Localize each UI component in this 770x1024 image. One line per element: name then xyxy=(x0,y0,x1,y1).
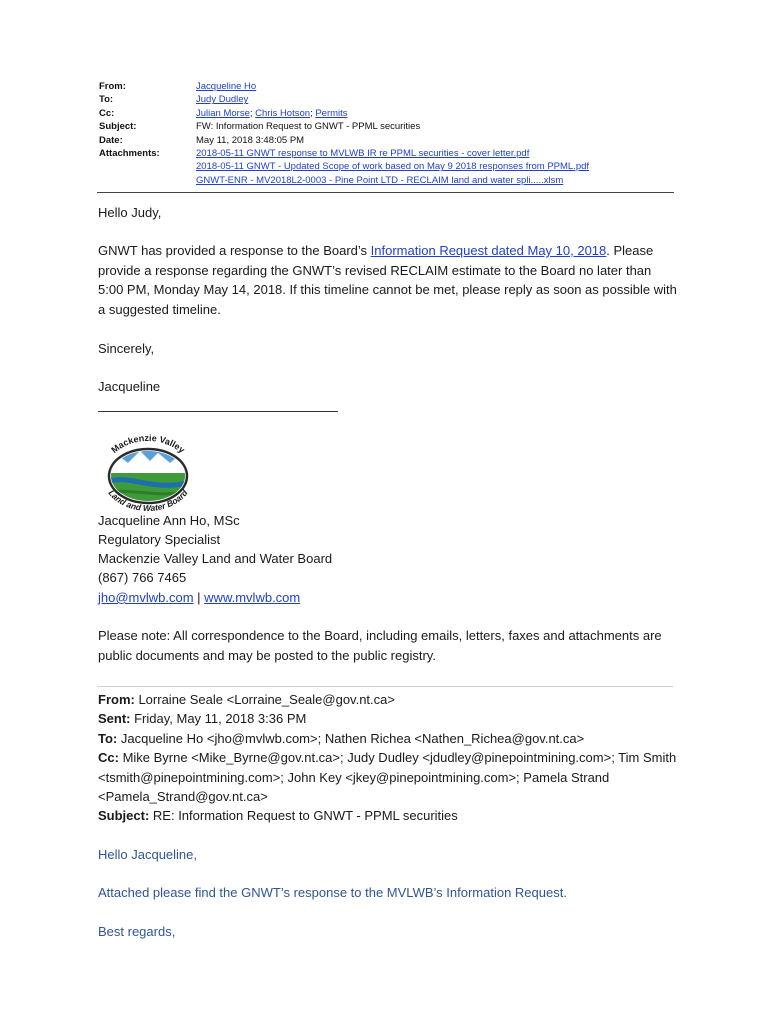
paragraph-1 xyxy=(98,241,678,319)
logo-text-bottom: Land and Water Board xyxy=(106,487,190,513)
signature-name: Jacqueline Ann Ho, MSc xyxy=(98,513,240,528)
closing: Sincerely, xyxy=(98,341,155,356)
email-link[interactable]: jho@mvlwb.com xyxy=(98,590,194,605)
mvlwb-logo xyxy=(96,433,200,513)
subject-row xyxy=(99,120,689,133)
date-value: May 11, 2018 3:48:05 PM xyxy=(196,134,305,146)
cc-link-2[interactable]: Chris Hotson xyxy=(255,107,311,119)
cc-link-3[interactable]: Permits xyxy=(315,107,348,119)
signature-title: Regulatory Specialist xyxy=(98,532,221,547)
fwd-subject-label: Subject: xyxy=(98,808,150,823)
fwd-subject-value: RE: Information Request to GNWT - PPML securities xyxy=(149,808,458,823)
attachment-link-1[interactable]: 2018-05-11 GNWT response to MVLWB IR re PPML securities - cover letter.pdf xyxy=(196,148,530,160)
fwd-from-row xyxy=(98,690,678,710)
fwd-cc-row xyxy=(98,748,680,807)
fwd-body: Attached please find the GNWT’s response to the MVLWB’s Information Request. xyxy=(98,885,567,900)
fwd-sent-label: Sent: xyxy=(98,711,131,726)
to-row xyxy=(99,93,689,106)
subject-value: FW: Information Request to GNWT - PPML securities xyxy=(196,121,421,133)
website-link[interactable]: www.mvlwb.com xyxy=(204,590,301,605)
paragraph-1-start: GNWT has provided a response to the Board’s xyxy=(98,243,371,258)
fwd-sent-value: Friday, May 11, 2018 3:36 PM xyxy=(130,711,307,726)
information-request-link[interactable]: Information Request dated May 10, 2018 xyxy=(370,243,607,258)
from-row xyxy=(99,80,689,93)
fwd-greeting: Hello Jacqueline, xyxy=(98,847,198,862)
cc-link-1[interactable]: Julian Morse xyxy=(196,107,250,119)
paragraph-1-end: . Please provide a response regarding the GNWT’s revised RECLAIM estimate to the Board no later than 5:00 PM, Monday May 14, 2018. If this timeline cannot be met, please reply as soon as possible with a suggested timeline. xyxy=(98,243,677,317)
fwd-cc-value: Mike Byrne <Mike_Byrne@gov.nt.ca>; Judy Dudley <jdudley@pinepointmining.com>; Tim Smith <tsmith@pinepointmining.com>; John Key <jkey@pinepointmining.com>; Pamela Strand <Pamela_Strand@gov.nt.ca> xyxy=(98,750,677,805)
attachments-row xyxy=(99,147,689,187)
header-divider xyxy=(97,192,674,193)
forward-divider xyxy=(97,686,673,687)
public-registry-note: Please note: All correspondence to the Board, including emails, letters, faxes and attachments are public documents and may be posted to the public registry. xyxy=(98,628,662,663)
signature-org: Mackenzie Valley Land and Water Board xyxy=(98,551,333,566)
signature-rule xyxy=(98,411,338,412)
signer-name: Jacqueline xyxy=(98,379,161,394)
cc-row: Cc: Julian Morse; Chris Hotson; Permits xyxy=(99,107,348,119)
fwd-subject-row xyxy=(98,806,678,826)
link-divider: | xyxy=(193,590,205,605)
attachment-link-3[interactable]: GNWT-ENR - MV2018L2-0003 - Pine Point LTD - RECLAIM land and water spli.....xlsm xyxy=(196,174,564,186)
date-label: Date: xyxy=(99,134,123,146)
email-header xyxy=(99,80,689,187)
from-link[interactable]: Jacqueline Ho xyxy=(196,81,257,92)
date-row xyxy=(99,134,689,147)
attachment-link-2[interactable]: 2018-05-11 GNWT - Updated Scope of work based on May 9 2018 responses from PPML.pdf xyxy=(196,161,590,173)
attachments-label: Attachments: xyxy=(99,148,160,160)
signature-phone: (867) 766 7465 xyxy=(98,570,187,585)
greeting: Hello Judy, xyxy=(98,205,162,220)
fwd-cc-label: Cc: xyxy=(98,750,119,765)
fwd-from-value: Lorraine Seale <Lorraine_Seale@gov.nt.ca> xyxy=(134,692,395,707)
fwd-sent-row xyxy=(98,709,678,729)
fwd-closing: Best regards, xyxy=(98,924,176,939)
subject-label: Subject: xyxy=(99,121,137,133)
fwd-to-value: Jacqueline Ho <jho@mvlwb.com>; Nathen Richea <Nathen_Richea@gov.nt.ca> xyxy=(117,731,585,746)
from-label: From: xyxy=(99,81,126,92)
fwd-to-row xyxy=(98,729,678,749)
logo-text-top: Mackenzie Valley xyxy=(109,433,187,456)
fwd-to-label: To: xyxy=(98,731,118,746)
fwd-from-label: From: xyxy=(98,692,135,707)
to-link[interactable]: Judy Dudley xyxy=(196,94,249,106)
to-label: To: xyxy=(99,94,114,106)
cc-label: Cc: xyxy=(99,107,115,119)
signature-links xyxy=(98,588,678,608)
